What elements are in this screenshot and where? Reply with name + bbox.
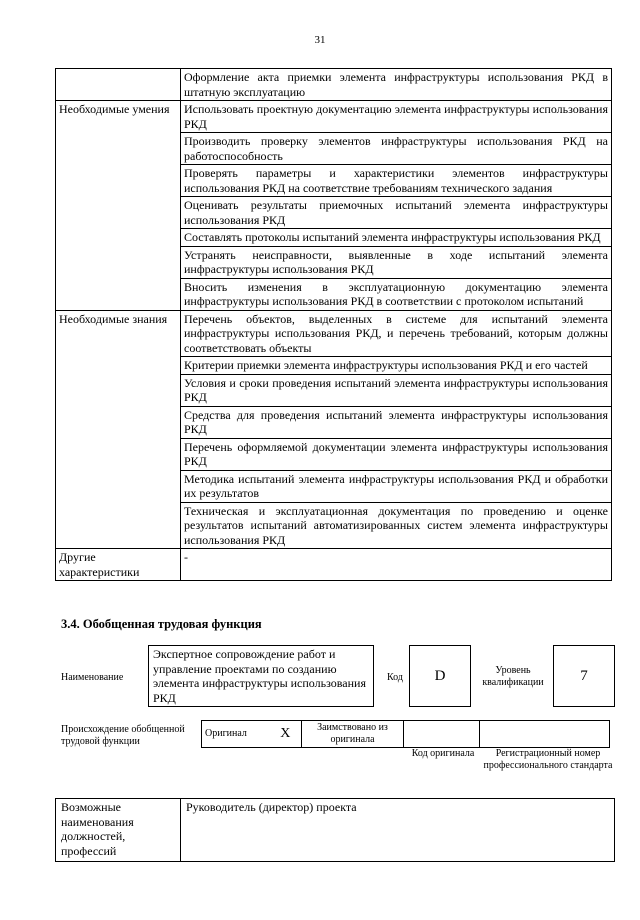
table-row [56,310,612,357]
position-names-table [55,798,615,862]
registration-number-caption: Регистрационный номер профессионального стандарта [483,748,613,771]
origin-table [201,720,610,748]
row-label: Необходимые знания [56,310,181,549]
row-item: Оформление акта приемки элемента инфраструктуры использования РКД в штатную эксплуатацию [181,69,612,101]
row-item: Устранять неисправности, выявленные в ходе испытаний элемента инфраструктуры использования РКД [181,246,612,278]
section-heading: 3.4. Обобщенная трудовая функция [61,617,262,631]
code-label: Код [387,672,403,683]
row-label: Необходимые умения [56,101,181,311]
table-row [56,101,612,133]
row-item: Перечень объектов, выделенных в системе для испытаний элемента инфраструктуры использования РКД, и перечень требований, которым должны соответствовать объекты [181,310,612,357]
row-label [56,69,181,101]
row-item: - [181,549,612,581]
position-names-value: Руководитель (директор) проекта [181,799,615,862]
row-item: Оценивать результаты приемочных испытаний элемента инфраструктуры использования РКД [181,197,612,229]
registration-number-cell [480,721,610,748]
function-name-box: Экспертное сопровождение работ и управление проектами по созданию элемента инфраструктуры использования РКД [148,645,374,707]
row-item: Условия и сроки проведения испытаний элемента инфраструктуры использования РКД [181,374,612,406]
position-names-label: Возможные наименования должностей, профессий [56,799,181,862]
row-item: Критерии приемки элемента инфраструктуры использования РКД и его частей [181,357,612,375]
row-item: Перечень оформляемой документации элемента инфраструктуры использования РКД [181,438,612,470]
name-label: Наименование [61,672,124,683]
row-item: Составлять протоколы испытаний элемента инфраструктуры использования РКД [181,229,612,247]
row-item: Проверять параметры и характеристики элементов инфраструктуры использования РКД на соответствие требованиям технического задания [181,165,612,197]
origin-label: Происхождение обобщенной трудовой функции [61,724,185,747]
row-item: Производить проверку элементов инфраструктуры использования РКД на работоспособность [181,133,612,165]
row-item: Вносить изменения в эксплуатационную документацию элемента инфраструктуры использования РКД в соответствии с протоколом испытаний [181,278,612,310]
row-item: Методика испытаний элемента инфраструктуры использования РКД и обработки их результатов [181,470,612,502]
original-mark: X [270,721,302,748]
original-label: Оригинал [202,721,270,748]
table-row [56,69,612,101]
borrowed-label: Заимствовано из оригинала [302,721,404,748]
code-original-caption: Код оригинала [411,748,475,759]
row-item: Средства для проведения испытаний элемента инфраструктуры использования РКД [181,406,612,438]
row-label: Другие характеристики [56,549,181,581]
table-row [56,549,612,581]
page-number: 31 [314,34,326,46]
qualification-level-label: Уровень квалификации [482,665,544,688]
qualification-level-box: 7 [553,645,615,707]
labor-actions-table [55,68,612,581]
function-code-box: D [409,645,471,707]
row-item: Техническая и эксплуатационная документация по проведению и оценке результатов испытаний автоматизированных систем элемента инфраструктуры использования РКД [181,502,612,549]
code-original-cell [404,721,480,748]
row-item: Использовать проектную документацию элемента инфраструктуры использования РКД [181,101,612,133]
